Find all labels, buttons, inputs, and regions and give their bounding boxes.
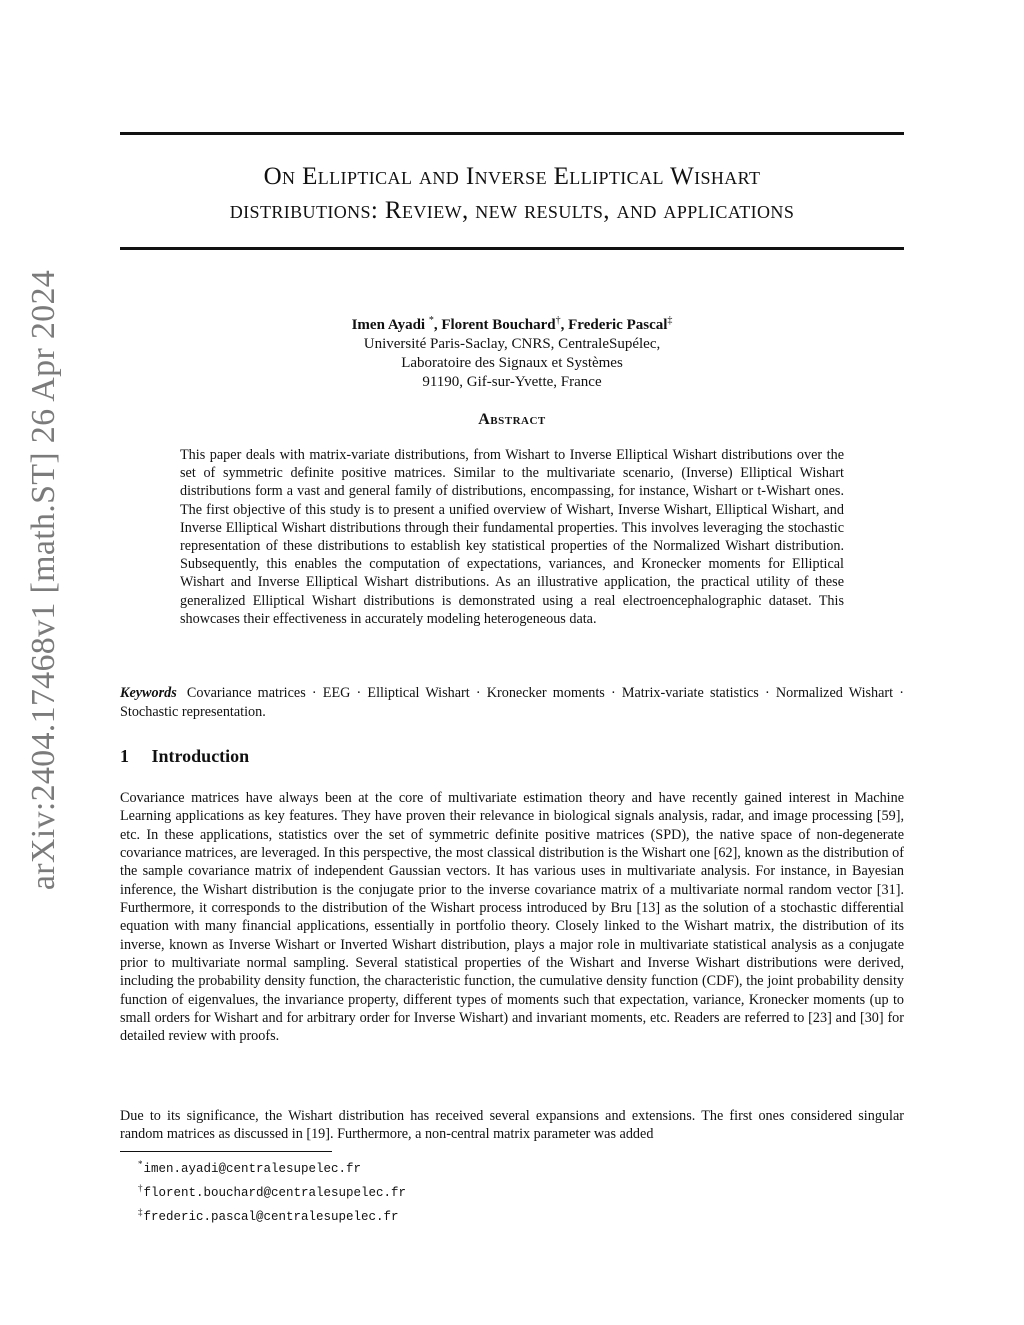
author-1-mark: * [428,315,434,326]
footnote-3-mark: ‡ [138,1207,143,1218]
affiliation-line-1: Université Paris-Saclay, CNRS, CentraleSupélec, [363,336,661,352]
affiliation-line-3: 91190, Gif-sur-Yvette, France [422,374,602,390]
keywords-block [120,684,904,721]
abstract-text: This paper deals with matrix-variate distributions, from Wishart to Inverse Elliptical Wishart distributions over the set of symmetric definite positive matrices. Similar to the multivariate scenario, (Inverse) Elliptical Wishart distributions form a vast and general family of distributions, encompassing, for instance, Wishart or t-Wishart ones. The first objective of this study is to present a unified overview of Wishart, Inverse Wishart, Elliptical Wishart, and Inverse Elliptical Wishart distributions through their fundamental properties. This involves leveraging the stochastic representation of these distributions to establish key statistical properties of the Normalized Wishart distribution. Subsequently, this enables the computation of expectations, variances, and Kronecker moments for Elliptical Wishart and Inverse Elliptical Wishart distributions. As an illustrative application, the practical utility of these generalized Elliptical Wishart distributions is demonstrated using a real electroencephalographic dataset. This showcases their effectiveness in accurately modeling heterogeneous data. [180,447,844,627]
title-line-2: distributions: Review, new results, and applications [229,197,795,224]
title-line-1: On Elliptical and Inverse Elliptical Wishart [263,163,761,190]
keywords-label: Keywords [120,685,177,701]
author-2-name: Florent Bouchard [441,317,556,333]
footnote-2-email: florent.bouchard@centralesupelec.fr [143,1186,407,1201]
author-3-name: Frederic Pascal [568,317,668,333]
keywords-list: Covariance matrices · EEG · Elliptical Wishart · Kronecker moments · Matrix-variate statistics · Normalized Wishart · Stochastic representation. [120,685,904,720]
author-3-mark: ‡ [667,315,673,326]
footnote-2-mark: † [138,1183,143,1194]
footnote-1-mark: * [138,1159,143,1169]
author-1-name: Imen Ayadi [351,317,426,333]
author-2-mark: † [555,315,561,326]
section-number: 1 [120,746,129,766]
footnote-3-email: frederic.pascal@centralesupelec.fr [143,1210,399,1225]
author-block [120,311,904,392]
section-heading-introduction [120,746,249,767]
paper-title [120,160,904,228]
footnotes [138,1155,406,1227]
arxiv-identifier-sidebar: arXiv:2404.17468v1 [math.ST] 26 Apr 2024 [25,269,62,891]
footnote-1 [138,1155,406,1179]
title-rule-top [120,132,904,135]
affiliation-line-2: Laboratoire des Signaux et Systèmes [401,355,623,371]
intro-paragraph-2: Due to its significance, the Wishart distribution has received several expansions and extensions. The first ones considered singular random matrices as discussed in [19]. Furthermore, a non-central matrix parameter was added [120,1108,904,1143]
title-rule-bottom [120,247,904,250]
footnote-2 [138,1179,406,1203]
abstract-heading: Abstract [478,411,546,428]
footnote-rule [120,1151,332,1152]
section-title: Introduction [151,746,250,766]
footnote-3 [138,1203,406,1227]
intro-paragraph-1: Covariance matrices have always been at the core of multivariate estimation theory and have recently gained interest in Machine Learning applications as key features. They have proven their relevance in biological signals analysis, radar, and image processing [59], etc. In these applications, statistics over the set of symmetric definite positive matrices (SPD), the native space of non-degenerate covariance matrices, are leveraged. In this perspective, the most classical distribution is the Wishart one [62], known as the distribution of the sample covariance matrix of independent Gaussian vectors. It has various uses in multivariate analysis. For instance, in Bayesian inference, the Wishart distribution is the conjugate prior to the inverse covariance matrix of a multivariate normal random vector [31]. Furthermore, it corresponds to the distribution of the Wishart process introduced by Bru [13] as the solution of a stochastic differential equation with many financial applications, essentially in portfolio theory. Closely linked to the Wishart matrix, the distribution of its inverse, known as Inverse Wishart or Inverted Wishart distribution, plays a major role in multivariate statistical analysis as a conjugate prior to multivariate normal sampling. Several statistical properties of the Wishart and Inverse Wishart distributions were derived, including the probability density function, the characteristic function, the cumulative density function (CDF), the joint probability density function of eigenvalues, the invariance property, different types of moments such that expectation, variance, Kronecker moments (up to small orders for Wishart and for arbitrary order for Inverse Wishart) and invariant moments, etc. Readers are referred to [23] and [30] for detailed review with proofs. [120,790,904,1045]
footnote-1-email: imen.ayadi@centralesupelec.fr [143,1162,362,1177]
author-names: Imen Ayadi *, Florent Bouchard†, Frederic Pascal‡ [351,315,673,333]
